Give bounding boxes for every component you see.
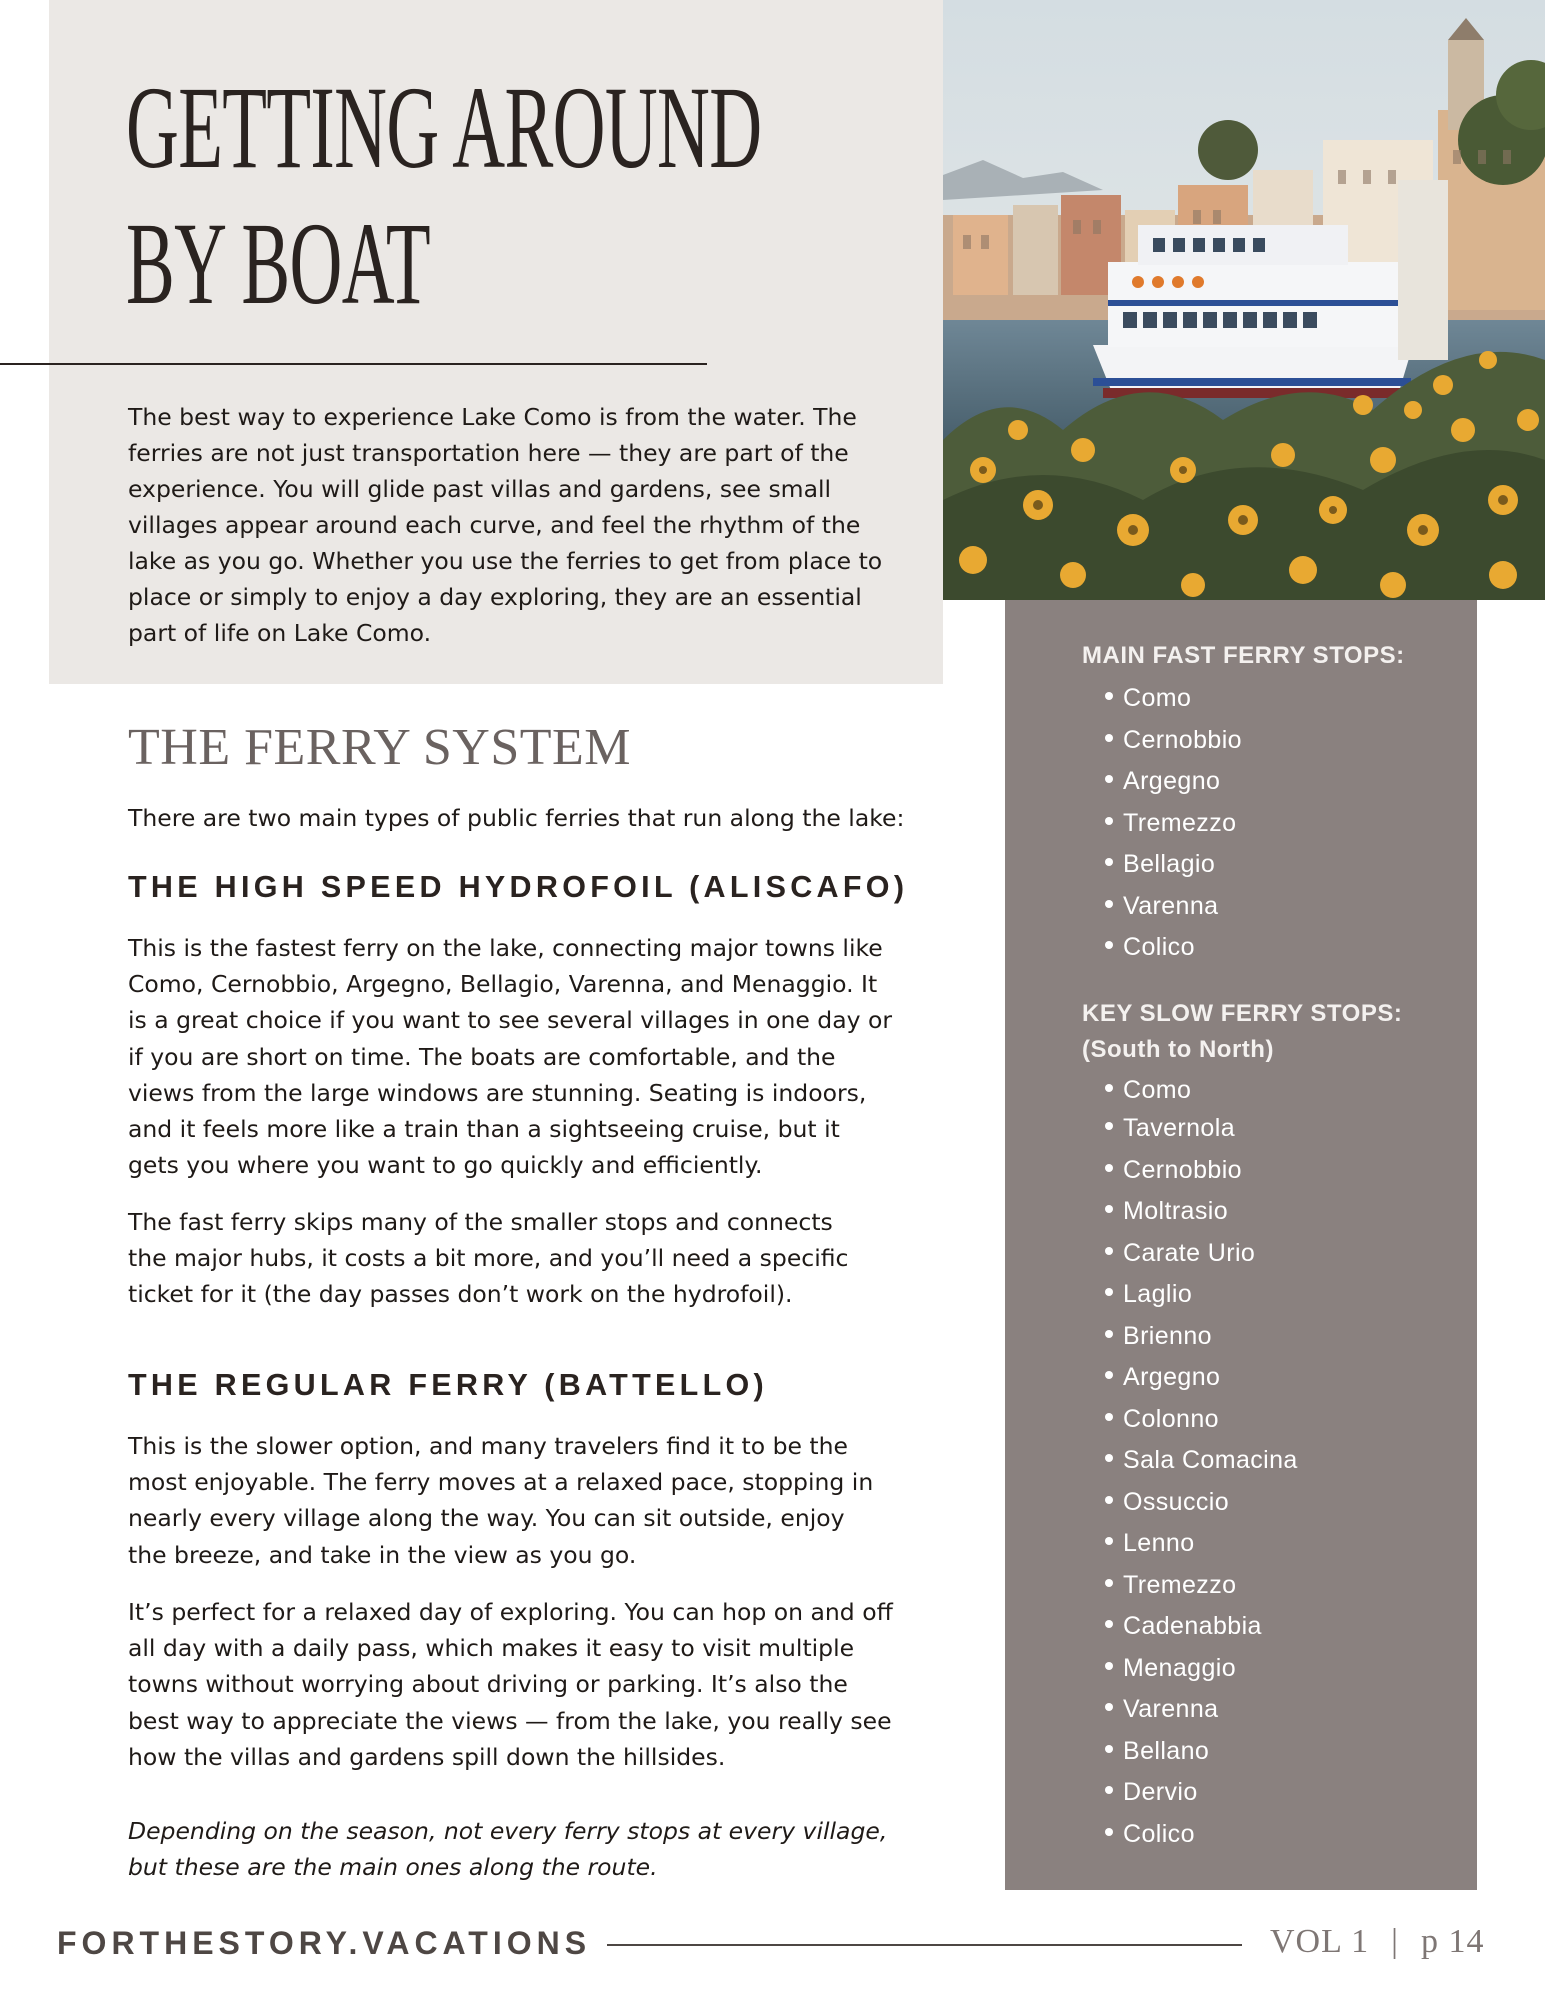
bullet-icon — [1105, 775, 1113, 783]
slow-stop-label: Tavernola — [1123, 1114, 1235, 1142]
fast-stop-label: Bellagio — [1123, 850, 1216, 878]
bullet-icon — [1105, 1164, 1113, 1172]
hydrofoil-heading: THE HIGH SPEED HYDROFOIL (ALISCAFO) — [128, 870, 909, 904]
bullet-icon — [1105, 734, 1113, 742]
bullet-icon — [1105, 1247, 1113, 1255]
slow-stop-label: Cernobbio — [1123, 1155, 1242, 1184]
bullet-icon — [1105, 692, 1113, 700]
bullet-icon — [1105, 1413, 1113, 1421]
slow-stop-item — [1105, 1523, 1298, 1565]
fast-stop-label: Tremezzo — [1123, 808, 1237, 837]
bullet-icon — [1105, 1288, 1113, 1296]
slow-stops-subheading: (South to North) — [1082, 1036, 1274, 1063]
slow-stop-label: Ossuccio — [1123, 1487, 1230, 1516]
bullet-icon — [1105, 941, 1113, 949]
ferry-system-heading: THE FERRY SYSTEM — [128, 719, 632, 776]
title-divider — [0, 363, 707, 365]
bullet-icon — [1105, 1662, 1113, 1670]
slow-stop-label: Varenna — [1123, 1695, 1219, 1723]
slow-stops-list — [1105, 1072, 1298, 1855]
ferry-stops-sidebar — [1005, 600, 1477, 1890]
slow-stop-item — [1105, 1399, 1298, 1441]
bullet-icon — [1105, 1122, 1113, 1130]
fast-stops-list — [1105, 678, 1242, 969]
slow-stop-item — [1105, 1772, 1298, 1814]
bullet-icon — [1105, 1330, 1113, 1338]
bullet-icon — [1105, 1496, 1113, 1504]
season-note: Depending on the season, not every ferry stops at every village, but these are the main ones along the route. — [128, 1817, 888, 1882]
slow-stop-label: Brienno — [1123, 1321, 1212, 1350]
ferry-system-lead: There are two main types of public ferries that run along the lake: — [128, 804, 905, 832]
bullet-icon — [1105, 1537, 1113, 1545]
slow-stop-item — [1105, 1814, 1298, 1856]
bullet-icon — [1105, 1786, 1113, 1794]
regular-ferry-paragraph-1: This is the slower option, and many travelers find it to be the most enjoyable. The ferry moves at a relaxed pace, stopping in nearly every village along the way. You can sit outside, enjoy the breeze, and take in the view as you go. — [128, 1432, 874, 1569]
bullet-icon — [1105, 817, 1113, 825]
fast-stop-item — [1105, 678, 1242, 720]
fast-stop-item — [1105, 761, 1242, 803]
ferry-photo — [943, 0, 1545, 600]
slow-stops-heading: KEY SLOW FERRY STOPS: — [1082, 1000, 1403, 1027]
slow-stop-item — [1105, 1072, 1298, 1108]
bullet-icon — [1105, 900, 1113, 908]
bullet-icon — [1105, 1828, 1113, 1836]
bullet-icon — [1105, 1620, 1113, 1628]
fast-stop-label: Colico — [1123, 933, 1195, 961]
slow-stop-item — [1105, 1565, 1298, 1607]
slow-stop-label: Colico — [1123, 1819, 1195, 1848]
slow-stop-label: Como — [1123, 1076, 1192, 1104]
fast-stop-label: Cernobbio — [1123, 725, 1242, 754]
bullet-icon — [1105, 1745, 1113, 1753]
page-title — [126, 60, 761, 332]
fast-stop-item — [1105, 720, 1242, 762]
fast-stop-item — [1105, 844, 1242, 886]
slow-stop-item — [1105, 1316, 1298, 1358]
slow-stop-label: Cadenabbia — [1123, 1612, 1262, 1640]
footer-brand: FORTHESTORY.VACATIONS — [57, 1925, 592, 1961]
fast-stop-label: Varenna — [1123, 891, 1219, 920]
fast-stop-label: Como — [1123, 684, 1192, 712]
page-title-line-2: BY BOAT — [126, 198, 430, 329]
slow-stop-item — [1105, 1191, 1298, 1233]
regular-ferry-heading: THE REGULAR FERRY (BATTELLO) — [128, 1368, 769, 1402]
slow-stop-label: Carate Urio — [1123, 1238, 1256, 1267]
footer-volume: VOL 1 — [1270, 1923, 1370, 1960]
slow-stop-label: Dervio — [1123, 1778, 1198, 1806]
slow-stop-item — [1105, 1274, 1298, 1316]
slow-stop-label: Laglio — [1123, 1280, 1193, 1308]
slow-stop-item — [1105, 1233, 1298, 1275]
slow-stop-item — [1105, 1440, 1298, 1482]
fast-stop-item — [1105, 927, 1242, 969]
footer-page-info — [1270, 1920, 1484, 1964]
slow-stop-item — [1105, 1731, 1298, 1773]
slow-stop-label: Tremezzo — [1123, 1570, 1237, 1599]
footer-separator: | — [1391, 1923, 1399, 1960]
bullet-icon — [1105, 1371, 1113, 1379]
hydrofoil-paragraph-1: This is the fastest ferry on the lake, connecting major towns like Como, Cernobbio, Argegno, Bellagio, Varenna, and Menaggio. It is a great choice if you want to see several villages in one day or if you are short on time. The boats are comfortable, and the views from the large windows are stunning. Seating is indoors, and it feels more like a train than a sightseeing cruise, but it gets you where you want to go quickly and efficiently. — [128, 934, 893, 1180]
footer-page-number: p 14 — [1420, 1923, 1485, 1960]
slow-stop-label: Sala Comacina — [1123, 1446, 1298, 1474]
bullet-icon — [1105, 1579, 1113, 1587]
slow-stop-item — [1105, 1482, 1298, 1524]
bullet-icon — [1105, 1703, 1113, 1711]
slow-stop-label: Argegno — [1123, 1363, 1221, 1391]
slow-stop-item — [1105, 1108, 1298, 1150]
slow-stop-label: Bellano — [1123, 1736, 1210, 1765]
hydrofoil-paragraph-2: The fast ferry skips many of the smaller stops and connects the major hubs, it costs a bit more, and you’ll need a specific ticket for it (the day passes don’t work on the hydrofoil). — [128, 1208, 849, 1309]
intro-paragraph: The best way to experience Lake Como is from the water. The ferries are not just transportation here — they are part of the experience. You will glide past villas and gardens, see small villages appear around each curve, and feel the rhythm of the lake as you go. Whether you use the ferries to get from place to place or simply to enjoy a day exploring, they are an essential part of life on Lake Como. — [128, 403, 883, 647]
fast-stop-label: Argegno — [1123, 767, 1221, 795]
slow-stop-item — [1105, 1150, 1298, 1192]
slow-stop-item — [1105, 1648, 1298, 1690]
bullet-icon — [1105, 858, 1113, 866]
slow-stop-item — [1105, 1606, 1298, 1648]
slow-stop-item — [1105, 1357, 1298, 1399]
slow-stop-label: Menaggio — [1123, 1653, 1237, 1682]
bullet-icon — [1105, 1084, 1113, 1092]
slow-stop-label: Lenno — [1123, 1529, 1195, 1557]
footer-divider — [607, 1944, 1242, 1946]
slow-stop-label: Moltrasio — [1123, 1197, 1229, 1225]
page-title-line-1: GETTING AROUND — [126, 62, 762, 193]
fast-stop-item — [1105, 886, 1242, 928]
bullet-icon — [1105, 1205, 1113, 1213]
regular-ferry-paragraph-2: It’s perfect for a relaxed day of exploring. You can hop on and off all day with a daily pass, which makes it easy to visit multiple towns without worrying about driving or parking. It’s also the best way to appreciate the views — from the lake, you really see how the villas and gardens spill down the hillsides. — [128, 1598, 893, 1771]
slow-stop-label: Colonno — [1123, 1404, 1219, 1433]
fast-stop-item — [1105, 803, 1242, 845]
bullet-icon — [1105, 1454, 1113, 1462]
slow-stop-item — [1105, 1689, 1298, 1731]
fast-stops-heading: MAIN FAST FERRY STOPS: — [1082, 642, 1405, 669]
